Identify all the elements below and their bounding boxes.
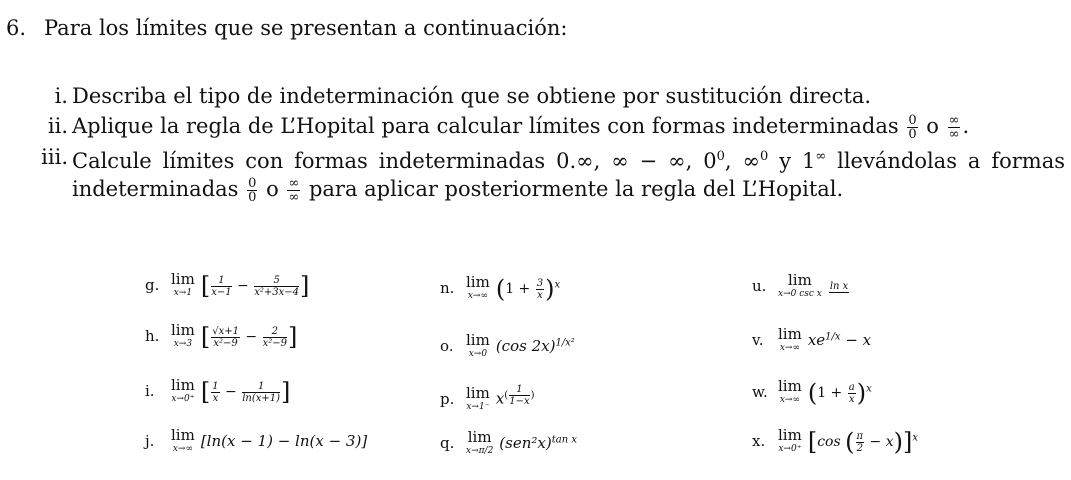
question-text: Para los límites que se presentan a continuación: [44,16,568,40]
exercise-h: h. lim x→3 [ $\frac{√x+1}{\text{x²−9}}$ − $\frac{2}{\text{x²−9}}$ ] [145,321,298,351]
exercise-q: q. lim x→π/2 $(sen^2x)^{tan x}$ [440,428,577,456]
instruction-text-line2: indeterminadas [72,177,239,201]
instruction-text: Describa el tipo de indeterminación que se obtiene por sustitución directa. [72,84,872,108]
exercise-g: g. lim x→1 [ $\frac{1}{x-1}$ − $\frac{5}{\text{x²+3x−4}}$ ] [145,270,310,300]
fraction-inf-over-inf: $\frac{\infty}{\infty}$ [948,113,960,142]
instruction-ii: ii. Aplique la regla de L’Hopital para calcular límites con formas indeterminadas $\frac{0}{0}$ o $\frac{\infty}{\infty}$ . [47,113,970,142]
fraction-zero-over-zero: $\frac{0}{0}$ [908,113,917,142]
instruction-label: ii. [47,114,68,138]
exercise-u: u. lim x→0 csc x ln x [752,271,849,299]
exercise-p: p. lim x→1⁻ $x^{( \frac{1}{1-x} )}$ [440,383,535,412]
instruction-i [0,82,1071,110]
instruction-text-line1: Calcule límites con formas indeterminadas 0.∞, ∞ − ∞, $0^0$, ∞$^0$ y 1∞ llevándolas a formas [72,149,1066,173]
instruction-label: iii. [41,145,68,169]
fraction-zero-over-zero: $\frac{0}{0}$ [248,176,257,205]
exercise-j: j. lim x→∞ [ln(x − 1) − ln(x − 3)] [145,426,368,454]
question-number: 6. [6,16,27,40]
exercise-w: w. lim x→∞ (1 + $\frac{a}{x}$ )$^x$ [752,377,872,407]
instruction-text: Aplique la regla de L’Hopital para calcular límites con formas indeterminadas [72,114,899,138]
instruction-iii: iii. Calcule límites con formas indeterminadas 0.∞, ∞ − ∞, $0^0$, ∞$^0$ y 1∞ llevándolas a formas indeterminadas $\frac{0}{0}$ o $\frac{\infty}{\infty}$ para aplicar posteriormente la regla del L’Hopital. [41,145,1066,205]
exercise-i: i. lim x→0⁺ [ $\frac{1}{x}$ − $\frac{1}{\ln(x+1)}$ ] [145,376,291,406]
instruction-list [0,82,1071,206]
exercise-v: v. lim x→∞ $xe^{1/x} - x$ [752,325,872,353]
exercise-n: n. lim x→∞ (1 + $\frac{3}{x}$ )$^x$ [440,273,561,303]
instruction-label: i. [54,84,68,108]
exercise-x: x. lim x→0⁺ [cos ( $\frac{\pi}{2}$ − x)]$^x$ [752,426,918,456]
exercise-o: o. lim x→0 (cos 2x)$^{1/x^2}$ [440,331,575,359]
fraction-inf-over-inf: $\frac{\infty}{\infty}$ [288,176,300,205]
question-heading [6,16,567,40]
